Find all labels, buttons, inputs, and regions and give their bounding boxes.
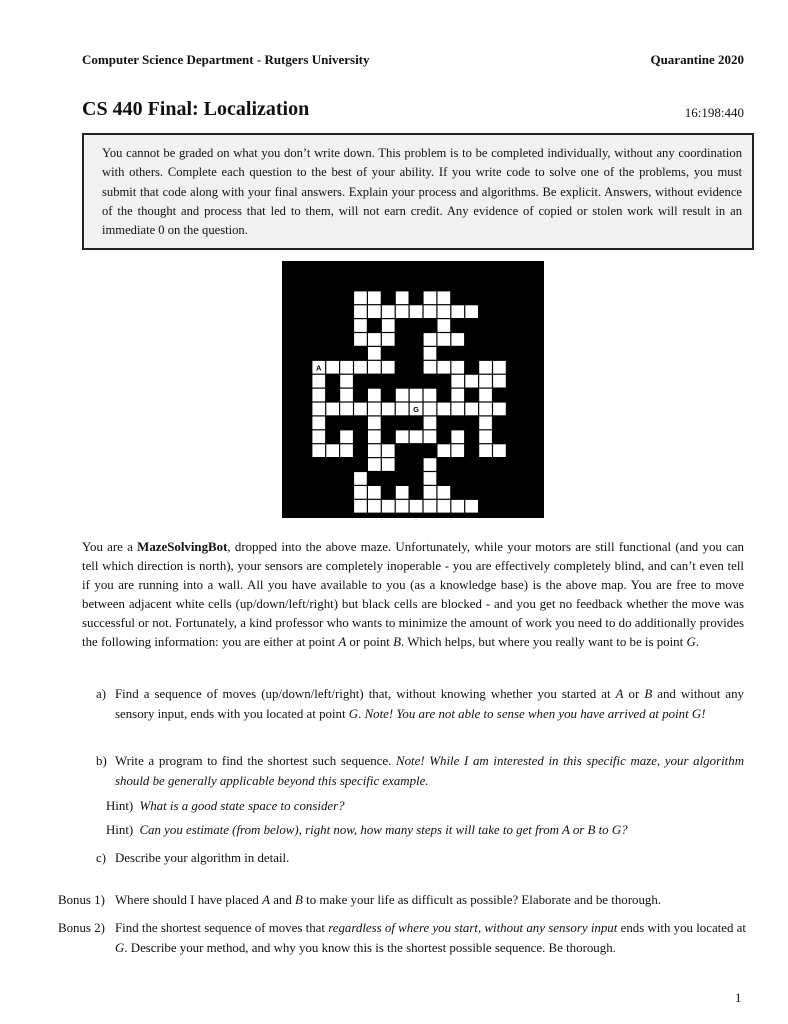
maze-open-cell [382,319,395,332]
maze-open-cell [354,403,367,416]
maze-open-cell [479,430,492,443]
maze-open-cell [451,305,464,318]
maze-open-cell [479,403,492,416]
maze-open-cell [438,361,451,374]
hint-2 [106,821,746,841]
maze-grid [282,261,544,518]
maze-open-cell [451,430,464,443]
maze-open-cell [368,403,381,416]
maze-open-cell [479,444,492,457]
b2-point-g: G [115,940,125,955]
maze-open-cell [424,305,437,318]
maze-open-cell [396,486,409,499]
maze-open-cell [424,430,437,443]
maze-open-cell [382,458,395,471]
maze-open-cell [451,361,464,374]
maze-open-cell [451,389,464,402]
maze-open-cell [438,403,451,416]
qb-text: Write a program to find the shortest such sequence. [115,754,396,768]
maze-open-cell [396,403,409,416]
course-code: 16:198:440 [684,105,744,120]
b1-point-a: A [262,893,270,907]
maze-open-cell [438,500,451,513]
maze-open-cell [368,500,381,513]
bonus-1-text [115,891,746,911]
question-a [96,685,744,724]
point-b: B [393,635,401,650]
maze-figure [282,261,544,518]
b2-text-2: ends with you located at [617,921,746,935]
qa-point-a: A [615,687,624,701]
bonus-2-text [115,919,746,958]
header-department: Computer Science Department - Rutgers University [82,52,370,67]
header-term: Quarantine 2020 [650,52,744,67]
qa-or: or [623,687,645,701]
intro-paragraph [82,538,744,653]
maze-open-cell [424,333,437,346]
b2-text-1: Find the shortest sequence of moves that [115,921,329,935]
point-g: G [686,635,696,650]
bot-name: MazeSolvingBot [137,540,228,554]
question-b [96,752,744,791]
maze-open-cell [410,500,423,513]
maze-open-cell [368,444,381,457]
question-c-label: c) [96,851,107,865]
maze-open-cell [354,500,367,513]
maze-open-cell [396,305,409,318]
qa-dot: . [358,706,365,721]
qa-point-g: G [348,706,359,721]
maze-open-cell [410,305,423,318]
hint-2-label: Hint) [106,823,134,837]
maze-marker-a: A [316,363,322,373]
maze-open-cell [368,417,381,430]
maze-open-cell [465,305,478,318]
maze-open-cell [451,444,464,457]
maze-open-cell [312,444,325,457]
maze-open-cell [368,347,381,360]
qa-note: Note! You are not able to sense when you have arrived at point G! [364,706,706,721]
maze-open-cell [493,375,506,388]
maze-open-cell [438,333,451,346]
maze-open-cell [368,333,381,346]
maze-open-cell [451,403,464,416]
maze-open-cell [396,500,409,513]
maze-open-cell [451,375,464,388]
maze-open-cell [312,417,325,430]
maze-marker-b: B [455,293,461,303]
maze-open-cell [493,361,506,374]
maze-open-cell [382,500,395,513]
page-number: 1 [735,990,742,1005]
maze-open-cell [382,305,395,318]
maze-open-cell [396,389,409,402]
maze-open-cell [382,444,395,457]
qa-text-2: and without any sensory input, ends with you located at point [115,687,744,721]
b1-text-2: to make your life as difficult as possible? Elaborate and be thorough. [302,893,662,907]
b1-and: and [269,893,296,907]
maze-open-cell [340,389,353,402]
maze-marker-g: G [413,405,419,415]
b2-italic: regardless of where you start, without any sensory input [328,921,618,935]
maze-open-cell [368,430,381,443]
maze-open-cell [424,486,437,499]
maze-open-cell [424,417,437,430]
maze-open-cell [438,305,451,318]
maze-open-cell [438,444,451,457]
maze-open-cell [493,444,506,457]
intro-text-4: . Which helps, but where you really want to be is point [400,635,687,650]
maze-open-cell [382,403,395,416]
maze-open-cell [354,291,367,304]
maze-open-cell [368,458,381,471]
maze-open-cell [438,486,451,499]
maze-open-cell [326,444,339,457]
intro-text-3: or point [346,635,394,650]
maze-open-cell [424,347,437,360]
maze-open-cell [382,333,395,346]
maze-open-cell [424,389,437,402]
intro-text-2: , dropped into the above maze. Unfortunately, while your motors are still functional (and you can tell which direction is north), your sensors are completely inoperable - you are effectively completely blind, and can’t even tell if you are running into a wall. All you have available to you (as a knowledge base) is the above map. You are free to move between adjacent white cells (up/down/left/right) but black cells are blocked - and you get no feedback whether the move was successful or not. Fortunately, a kind professor who wants to minimize the amount of work you need to do additionally provides the following information: you are either at point [82,540,744,650]
page-title: CS 440 Final: Localization [82,98,310,120]
question-b-label: b) [96,754,107,768]
b1-text-1: Where should I have placed [115,893,263,907]
maze-open-cell [451,500,464,513]
question-a-text [115,685,744,724]
qb-note: Note! While I am interested in this specific maze, your algorithm should be generally applicable beyond this specific example. [115,754,745,788]
maze-open-cell [312,389,325,402]
maze-open-cell [354,361,367,374]
b1-point-b: B [295,893,303,907]
maze-open-cell [410,389,423,402]
qa-text-1: Find a sequence of moves (up/down/left/right) that, without knowing whether you started at [115,687,616,701]
question-b-text [115,752,744,791]
maze-open-cell [493,403,506,416]
maze-open-cell [396,291,409,304]
bonus-1 [58,891,746,911]
bonus-2 [58,919,746,958]
maze-open-cell [354,305,367,318]
question-a-label: a) [96,687,107,701]
maze-open-cell [410,430,423,443]
maze-open-cell [479,361,492,374]
maze-open-cell [424,500,437,513]
maze-open-cell [465,500,478,513]
maze-open-cell [354,486,367,499]
maze-open-cell [354,319,367,332]
maze-open-cell [340,361,353,374]
question-c-text: Describe your algorithm in detail. [115,851,290,865]
maze-open-cell [424,472,437,485]
point-a: A [338,635,347,650]
maze-open-cell [424,403,437,416]
maze-open-cell [326,361,339,374]
qa-point-b: B [644,687,653,701]
maze-open-cell [368,389,381,402]
bonus-1-label: Bonus 1) [58,893,105,907]
maze-open-cell [479,417,492,430]
hint-1-text: What is a good state space to consider? [139,799,345,813]
maze-open-cell [326,403,339,416]
maze-open-cell [340,444,353,457]
intro-text-5: . [695,635,699,650]
maze-open-cell [465,403,478,416]
maze-open-cell [368,291,381,304]
maze-open-cell [340,430,353,443]
maze-open-cell [479,389,492,402]
maze-open-cell [479,375,492,388]
maze-open-cell [396,430,409,443]
maze-open-cell [354,472,367,485]
maze-open-cell [368,486,381,499]
maze-open-cell [438,291,451,304]
maze-open-cell [451,333,464,346]
maze-open-cell [340,375,353,388]
intro-text-1: You are a [82,540,138,554]
maze-open-cell [312,403,325,416]
hint-2-text: Can you estimate (from below), right now, how many steps it will take to get from A or B to G? [139,823,628,837]
hint-1 [106,797,746,817]
maze-open-cell [368,305,381,318]
maze-open-cell [354,333,367,346]
maze-open-cell [382,361,395,374]
b2-text-3: . Describe your method, and why you know this is the shortest possible sequence. Be thorough. [124,940,616,955]
maze-open-cell [368,361,381,374]
maze-open-cell [424,361,437,374]
hint-1-label: Hint) [106,799,134,813]
maze-open-cell [465,375,478,388]
maze-open-cell [312,430,325,443]
maze-open-cell [424,291,437,304]
maze-open-cell [438,319,451,332]
bonus-2-label: Bonus 2) [58,921,105,935]
maze-open-cell [340,403,353,416]
notice-box: You cannot be graded on what you don’t write down. This problem is to be completed individually, without any coordination with others. Complete each question to the best of your ability. If you write code to solve one of the problems, you must submit that code along with your final answers. Explain your process and algorithms. Be explicit. Answers, without evidence of the thought and process that led to them, will not earn credit. Any evidence of copied or stolen work will result in an immediate 0 on the question. [82,133,754,250]
question-c [96,849,744,869]
maze-open-cell [424,458,437,471]
maze-open-cell [312,375,325,388]
